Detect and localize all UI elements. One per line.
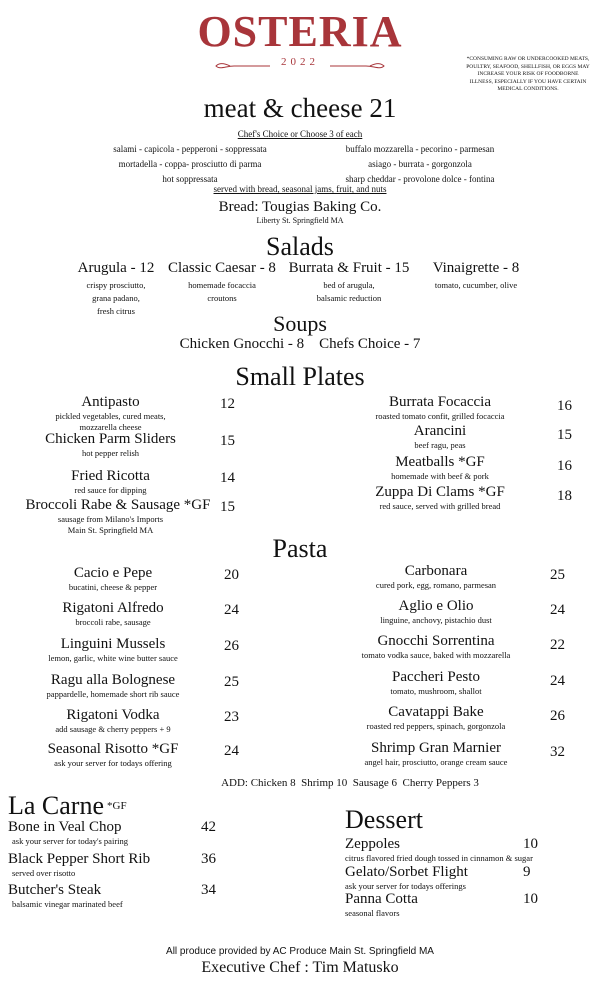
item-desc: tomato, mushroom, shallot xyxy=(390,686,482,696)
pasta-rigatoni-vodka xyxy=(18,707,258,735)
salad-name: Burrata & Fruit - 15 xyxy=(288,260,410,276)
salad-desc: croutons xyxy=(207,293,237,303)
item-price: 26 xyxy=(550,708,565,724)
cheese-line: buffalo mozzarella - pecorino - parmesan xyxy=(345,144,495,154)
item-name: Burrata Focaccia xyxy=(388,394,492,410)
item-desc: citrus flavored fried dough tossed in cinnamon & sugar xyxy=(345,853,533,863)
item-desc: seasonal flavors xyxy=(345,908,400,918)
pasta-seasonal-risotto xyxy=(18,741,258,769)
item-name: Rigatoni Alfredo xyxy=(62,600,164,616)
salads-title: Salads xyxy=(266,232,334,261)
la-carne-title xyxy=(8,792,127,820)
restaurant-logo: OSTERIA xyxy=(197,7,403,56)
item-name: Chicken Parm Sliders xyxy=(45,431,176,447)
item-desc: tomato vodka sauce, baked with mozzarella xyxy=(361,650,511,660)
item-desc: homemade with beef & pork xyxy=(391,471,489,481)
item-desc: lemon, garlic, white wine butter sauce xyxy=(48,653,178,663)
meat-cheese-subtitle: Chef's Choice or Choose 3 of each xyxy=(237,129,363,139)
item-desc: mozzarella cheese xyxy=(79,422,142,432)
produce-credit: All produce provided by AC Produce Main St. Springfield MA xyxy=(166,946,434,957)
item-name: Ragu alla Bolognese xyxy=(50,672,176,688)
small-plate-fried-ricotta xyxy=(18,468,238,496)
pasta-linguini-mussels xyxy=(18,636,258,664)
bread-location: Liberty St. Springfield MA xyxy=(256,216,344,225)
item-price: 34 xyxy=(201,882,216,898)
item-price: 16 xyxy=(557,398,572,414)
meat-cheese-served: served with bread, seasonal jams, fruit, and nuts xyxy=(213,184,387,194)
item-name: Zuppa Di Clams *GF xyxy=(375,484,505,500)
item-desc: balsamic vinegar marinated beef xyxy=(12,899,123,909)
item-name: Bone in Veal Chop xyxy=(8,819,122,835)
item-price: 24 xyxy=(224,602,239,618)
item-name: Paccheri Pesto xyxy=(392,669,480,685)
flourish-left-icon xyxy=(212,60,272,72)
salad-desc: grana padano, xyxy=(92,293,140,303)
item-price: 18 xyxy=(557,488,572,504)
item-name: Rigatoni Vodka xyxy=(66,707,160,723)
item-name: Arancini xyxy=(413,423,467,439)
item-desc: angel hair, prosciutto, orange cream sauce xyxy=(364,757,508,767)
item-desc: ask your server for todays offering xyxy=(54,758,172,768)
item-name: Aglio e Olio xyxy=(398,598,474,614)
item-name: Gnocchi Sorrentina xyxy=(377,633,495,649)
item-price: 23 xyxy=(224,709,239,725)
item-name: Seasonal Risotto *GF xyxy=(47,741,179,757)
carne-veal-chop xyxy=(8,819,238,847)
item-price: 26 xyxy=(224,638,239,654)
meat-line: salami - capicola - pepperoni - soppressata xyxy=(113,144,267,154)
item-name: Shrimp Gran Marnier xyxy=(371,740,501,756)
item-desc: pickled vegetables, cured meats, xyxy=(55,411,166,421)
item-price: 12 xyxy=(220,396,235,412)
item-desc: Main St. Springfield MA xyxy=(67,525,154,535)
item-price: 10 xyxy=(523,836,538,852)
carne-short-rib xyxy=(8,851,238,879)
pasta-title: Pasta xyxy=(272,534,328,563)
item-price: 25 xyxy=(550,567,565,583)
small-plate-antipasto xyxy=(18,394,238,433)
small-plate-broccoli-rabe xyxy=(18,497,238,536)
pasta-cavatappi-bake xyxy=(336,704,590,732)
item-price: 24 xyxy=(550,673,565,689)
item-name: Linguini Mussels xyxy=(60,636,166,652)
item-desc: cured pork, egg, romano, parmesan xyxy=(375,580,497,590)
item-name: Meatballs *GF xyxy=(395,454,485,470)
small-plate-chicken-parm-sliders xyxy=(18,431,238,459)
executive-chef: Executive Chef : Tim Matusko xyxy=(201,959,399,976)
salad-desc: homemade focaccia xyxy=(188,280,256,290)
bread-vendor: Bread: Tougias Baking Co. xyxy=(218,199,382,215)
item-price: 36 xyxy=(201,851,216,867)
item-price: 22 xyxy=(550,637,565,653)
item-desc: pappardelle, homemade short rib sauce xyxy=(46,689,180,699)
item-price: 16 xyxy=(557,458,572,474)
salad-vinaigrette xyxy=(414,260,538,292)
salad-caesar xyxy=(160,260,284,305)
item-desc: add sausage & cherry peppers + 9 xyxy=(55,724,171,734)
item-name: Zeppoles xyxy=(345,836,400,852)
item-name: Carbonara xyxy=(404,563,468,579)
item-price: 20 xyxy=(224,567,239,583)
item-name: Panna Cotta xyxy=(345,891,418,907)
salad-desc: bed of arugula, xyxy=(323,280,375,290)
item-desc: roasted red peppers, spinach, gorgonzola xyxy=(366,721,506,731)
pasta-gnocchi-sorrentina xyxy=(336,633,590,661)
pasta-ragu-bolognese xyxy=(18,672,258,700)
carne-butchers-steak xyxy=(8,882,238,910)
item-price: 10 xyxy=(523,891,538,907)
item-desc: served over risotto xyxy=(12,868,76,878)
item-desc: beef ragu, peas xyxy=(414,440,466,450)
pasta-cacio-e-pepe xyxy=(18,565,258,593)
item-desc: sausage from Milano's Imports xyxy=(57,514,164,524)
pasta-carbonara xyxy=(336,563,590,591)
raw-food-disclaimer: *CONSUMING RAW OR UNDERCOOKED MEATS, POULTRY, SEAFOOD, SHELLFISH, OR EGGS MAY INCREASE YOUR RISK OF FOODBORNE ILLNESS, ESPECIALLY IF YOU HAVE CERTAIN MEDICAL CONDITIONS. xyxy=(466,56,590,92)
item-name: Broccoli Rabe & Sausage *GF xyxy=(25,497,211,513)
item-desc: ask your server for todays offerings xyxy=(345,881,466,891)
cheese-list xyxy=(300,142,540,187)
item-desc: red sauce, served with grilled bread xyxy=(379,501,501,511)
meat-list xyxy=(70,142,310,187)
pasta-rigatoni-alfredo xyxy=(18,600,258,628)
item-price: 15 xyxy=(220,499,235,515)
meat-cheese-title: meat & cheese 21 xyxy=(203,93,397,123)
item-price: 32 xyxy=(550,744,565,760)
meat-line: mortadella - coppa- prosciutto di parma xyxy=(118,159,262,169)
dessert-panna-cotta xyxy=(345,891,595,919)
item-desc: linguine, anchovy, pistachio dust xyxy=(380,615,492,625)
meat-line: hot soppressata xyxy=(162,174,218,184)
item-name: Black Pepper Short Rib xyxy=(8,851,151,867)
item-price: 9 xyxy=(523,864,531,880)
item-name: Antipasto xyxy=(81,394,140,410)
item-desc: broccoli rabe, sausage xyxy=(75,617,151,627)
item-price: 24 xyxy=(224,743,239,759)
salad-name: Vinaigrette - 8 xyxy=(432,260,520,276)
dessert-zeppoles xyxy=(345,836,595,864)
small-plate-arancini xyxy=(340,423,590,451)
salad-desc: crispy prosciutto, xyxy=(86,280,146,290)
la-carne-title-text: La Carne xyxy=(8,791,105,820)
item-name: Cavatappi Bake xyxy=(388,704,484,720)
salad-arugula xyxy=(70,260,162,318)
pasta-paccheri-pesto xyxy=(336,669,590,697)
pasta-shrimp-gran-marnier xyxy=(336,740,590,768)
item-desc: roasted tomato confit, grilled focaccia xyxy=(375,411,505,421)
item-desc: red sauce for dipping xyxy=(74,485,147,495)
flourish-right-icon xyxy=(328,60,388,72)
item-name: Fried Ricotta xyxy=(71,468,150,484)
item-price: 25 xyxy=(224,674,239,690)
small-plate-burrata-focaccia xyxy=(340,394,590,422)
cheese-line: asiago - burrata - gorgonzola xyxy=(368,159,472,169)
item-desc: bucatini, cheese & pepper xyxy=(68,582,158,592)
small-plate-zuppa-di-clams xyxy=(340,484,590,512)
item-name: Gelato/Sorbet Flight xyxy=(345,864,468,880)
salad-desc: tomato, cucumber, olive xyxy=(434,280,518,290)
la-carne-gf: *GF xyxy=(107,800,127,812)
soups-line: Chicken Gnocchi - 8 Chefs Choice - 7 xyxy=(179,336,421,352)
item-name: Cacio e Pepe xyxy=(73,565,153,581)
logo-year: 2022 xyxy=(281,56,319,68)
salad-desc: fresh citrus xyxy=(96,306,135,316)
small-plate-meatballs xyxy=(340,454,590,482)
salad-name: Arugula - 12 xyxy=(77,260,155,276)
cheese-line: sharp cheddar - provolone dolce - fontina xyxy=(345,174,495,184)
salad-name: Classic Caesar - 8 xyxy=(168,260,276,276)
item-price: 14 xyxy=(220,470,235,486)
item-name: Butcher's Steak xyxy=(8,882,102,898)
item-desc: ask your server for today's pairing xyxy=(12,836,129,846)
dessert-title: Dessert xyxy=(345,805,423,834)
item-price: 42 xyxy=(201,819,216,835)
dessert-gelato-sorbet xyxy=(345,864,595,892)
pasta-add-ons: ADD: Chicken 8 Shrimp 10 Sausage 6 Cherry Peppers 3 xyxy=(221,777,479,789)
item-price: 15 xyxy=(220,433,235,449)
small-plates-title: Small Plates xyxy=(235,362,365,391)
item-price: 24 xyxy=(550,602,565,618)
soups-title: Soups xyxy=(273,311,327,336)
pasta-aglio-e-olio xyxy=(336,598,590,626)
salad-desc: balsamic reduction xyxy=(316,293,382,303)
salad-burrata-fruit xyxy=(280,260,418,305)
item-desc: hot pepper relish xyxy=(81,448,140,458)
item-price: 15 xyxy=(557,427,572,443)
